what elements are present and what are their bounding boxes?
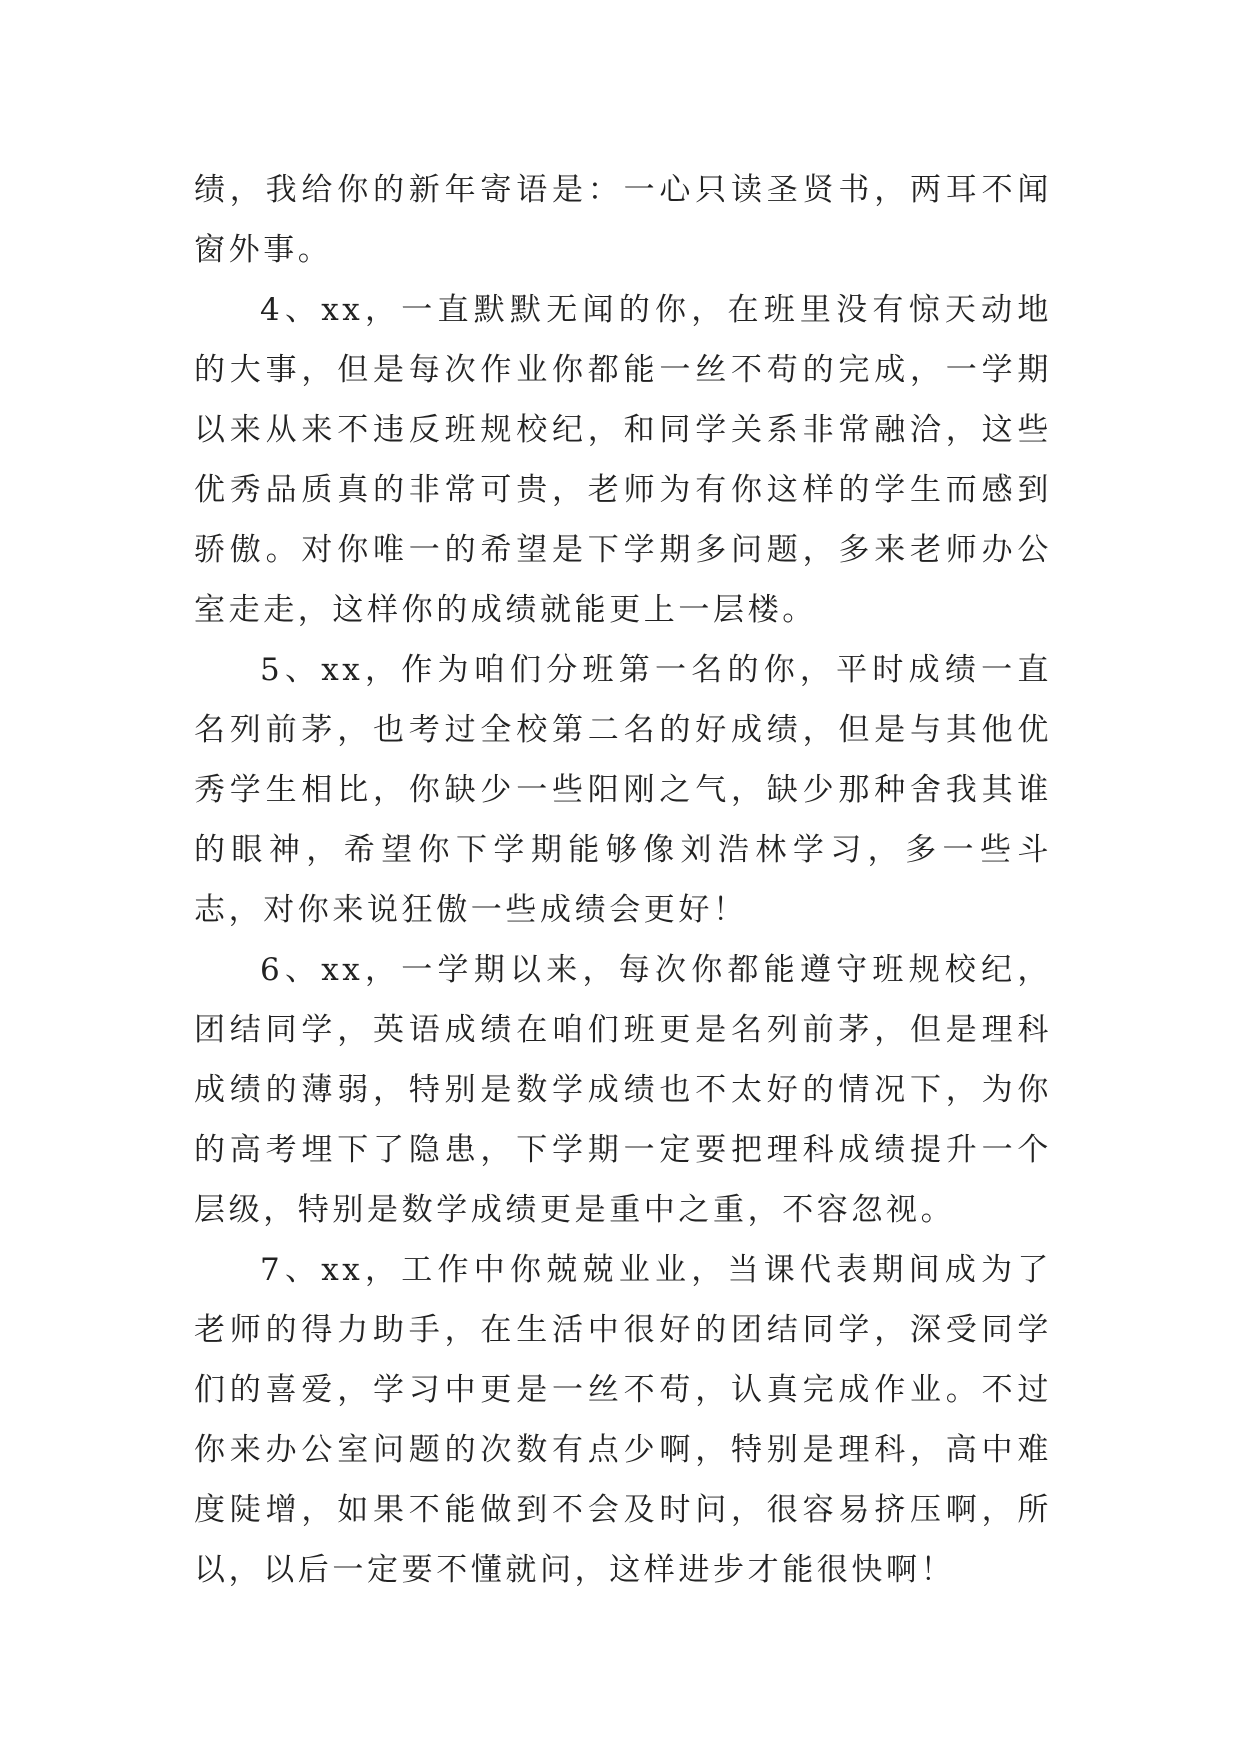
paragraph-item-7: 7、xx，工作中你兢兢业业，当课代表期间成为了老师的得力助手，在生活中很好的团结同学，深受同学们的喜爱，学习中更是一丝不苟，认真完成作业。不过你来办公室问题的次数有点少啊，特别是理科，高中难度陡增，如果不能做到不会及时问，很容易挤压啊，所以，以后一定要不懂就问，这样进步才能很快啊！ <box>194 1252 1052 1588</box>
paragraph-item-6: 6、xx，一学期以来，每次你都能遵守班规校纪，团结同学，英语成绩在咱们班更是名列前茅，但是理科成绩的薄弱，特别是数学成绩也不太好的情况下，为你的高考埋下了隐患，下学期一定要把理科成绩提升一个层级，特别是数学成绩更是重中之重，不容忽视。 <box>194 952 1052 1228</box>
document-body <box>194 160 1052 1600</box>
paragraph-continuation: 绩，我给你的新年寄语是：一心只读圣贤书，两耳不闻窗外事。 <box>194 172 1052 268</box>
paragraph-item-4: 4、xx，一直默默无闻的你，在班里没有惊天动地的大事，但是每次作业你都能一丝不苟的完成，一学期以来从来不违反班规校纪，和同学关系非常融洽，这些优秀品质真的非常可贵，老师为有你这样的学生而感到骄傲。对你唯一的希望是下学期多问题，多来老师办公室走走，这样你的成绩就能更上一层楼。 <box>194 292 1052 628</box>
paragraph-item-5: 5、xx，作为咱们分班第一名的你，平时成绩一直名列前茅，也考过全校第二名的好成绩，但是与其他优秀学生相比，你缺少一些阳刚之气，缺少那种舍我其谁的眼神，希望你下学期能够像刘浩林学习，多一些斗志，对你来说狂傲一些成绩会更好！ <box>194 652 1052 928</box>
